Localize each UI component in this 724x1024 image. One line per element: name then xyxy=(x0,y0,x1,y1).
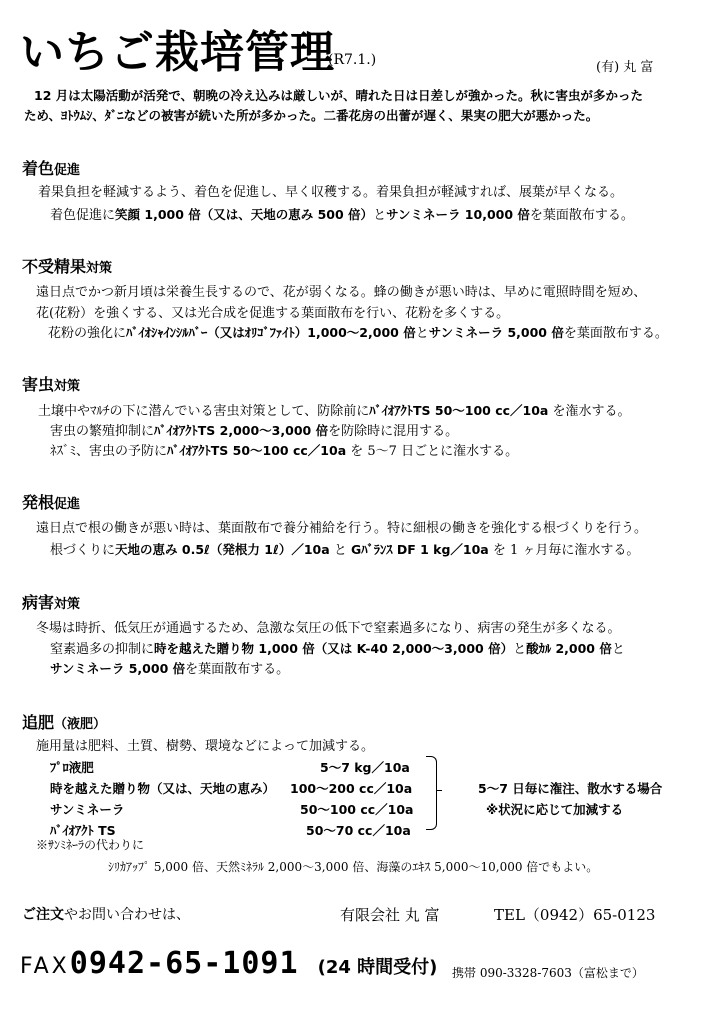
disease-text-1: 冬場は時折、低気圧が通過するため、急激な気圧の低下で窒素過多になり、病害の発生が多くなる。 xyxy=(36,621,621,636)
unfertilized-text-2: 花(花粉）を強くする、又は光合成を促進する葉面散布を行い、花粉を多くする。 xyxy=(36,306,510,321)
fertilizer-amount-1: 5～7 kg／10a xyxy=(320,760,410,775)
rooting-text-2: 根づくりに天地の恵み 0.5ℓ（発根力 1ℓ）／10a と Gﾊﾞﾗﾝｽ DF 1 kg／10a を 1 ヶ月毎に潅水する。 xyxy=(50,542,640,558)
bracket-tip xyxy=(436,790,442,791)
pests-text-2: 害虫の繁殖抑制にﾊﾞｲｵｱｸﾄTS 2,000～3,000 倍を防除時に混用する。 xyxy=(50,423,459,439)
pests-text-1: 土壌中やﾏﾙﾁの下に潜んでいる害虫対策として、防除前にﾊﾞｲｵｱｸﾄTS 50～100 cc／10a を潅水する。 xyxy=(38,403,631,419)
section-heading-rooting: 発根促進 xyxy=(22,493,81,512)
rooting-text-1: 遠日点で根の働きが悪い時は、葉面散布で養分補給を行う。特に細根の働きを強化する根づくりを行う。 xyxy=(36,521,648,536)
alternative-note-1: ※ｻﾝﾐﾈｰﾗの代わりに xyxy=(36,838,145,852)
intro-line-1: 12 月は太陽活動が活発で、朝晩の冷え込みは厳しいが、晴れた日は日差しが強かった。秋に害虫が多かった xyxy=(34,88,643,103)
coloring-text-2: 着色促進に笑顔 1,000 倍（又は、天地の恵み 500 倍）とサンミネーラ 10,000 倍を葉面散布する。 xyxy=(50,207,634,223)
fertilizer-name-3: サンミネーラ xyxy=(50,802,125,817)
intro-line-2: ため、ﾖﾄｳﾑｼ、ﾀﾞﾆなどの被害が続いた所が多かった。二番花房の出蕾が遅く、果実の肥大が悪かった。 xyxy=(24,108,599,123)
intro-text xyxy=(24,86,704,126)
application-note-2: ※状況に応じて加減する xyxy=(486,802,624,817)
alternative-note-2: ｼﾘｶｱｯﾌﾟ 5,000 倍、天然ﾐﾈﾗﾙ 2,000～3,000 倍、海藻のｴｷｽ 5,000～10,000 倍でもよい。 xyxy=(108,860,599,874)
page-title: いちご栽培管理 xyxy=(20,27,335,78)
fax-note: (24 時間受付) xyxy=(317,957,438,978)
section-heading-pests: 害虫対策 xyxy=(22,375,81,394)
pests-text-3: ﾈｽﾞﾐ、害虫の予防にﾊﾞｲｵｱｸﾄTS 50～100 cc／10a を 5～7 日ごとに潅水する。 xyxy=(50,443,519,459)
section-heading-topdressing: 追肥（液肥） xyxy=(22,713,107,732)
fertilizer-name-2: 時を越えた贈り物（又は、天地の恵み） xyxy=(50,781,276,796)
fertilizer-amount-2: 100～200 cc／10a xyxy=(290,781,413,796)
fax-number: 0942-65-1091 xyxy=(69,946,299,981)
application-note-1: 5～7 日毎に潅注、散水する場合 xyxy=(478,781,663,796)
company-name: (有) 丸 富 xyxy=(596,60,654,75)
telephone-number: TEL（0942）65-0123 xyxy=(494,906,656,924)
fax-line xyxy=(20,946,437,981)
mobile-number: 携帯 090-3328-7603（富松まで） xyxy=(452,966,644,980)
unfertilized-text-1: 遠日点でかつ新月頃は栄養生長するので、花が弱くなる。蜂の働きが悪い時は、早めに電照時間を短め、 xyxy=(36,285,647,300)
fertilizer-name-4: ﾊﾞｲｵｱｸﾄ TS xyxy=(50,823,116,838)
issue-date: (R7.1.) xyxy=(328,52,377,68)
fertilizer-amount-4: 50～70 cc／10a xyxy=(306,823,411,838)
section-heading-disease: 病害対策 xyxy=(22,593,81,612)
fertilizer-amount-3: 50～100 cc／10a xyxy=(300,802,414,817)
disease-text-2: 窒素過多の抑制に時を越えた贈り物 1,000 倍（又は K-40 2,000～3,000 倍）と酸ｶﾙ 2,000 倍と xyxy=(50,641,625,657)
disease-text-3: サンミネーラ 5,000 倍を葉面散布する。 xyxy=(50,661,290,677)
fertilizer-name-1: ﾌﾟﾛ液肥 xyxy=(50,760,94,775)
footer-company-name: 有限会社 丸 富 xyxy=(340,906,440,924)
bracket-divider xyxy=(426,756,437,830)
section-heading-unfertilized: 不受精果対策 xyxy=(22,257,113,276)
unfertilized-text-3: 花粉の強化にﾊﾞｲｵｼｬｲﾝｼﾙﾊﾞｰ（又はｵﾘｺﾞﾌｧｲﾄ）1,000～2,000 倍とサンミネーラ 5,000 倍を葉面散布する。 xyxy=(48,325,668,341)
coloring-text-1: 着果負担を軽減するよう、着色を促進し、早く収穫する。着果負担が軽減すれば、展葉が早くなる。 xyxy=(38,185,624,200)
section-heading-coloring: 着色促進 xyxy=(22,159,81,178)
topdressing-text: 施用量は肥料、土質、樹勢、環境などによって加減する。 xyxy=(36,739,375,754)
fax-label: FAX xyxy=(20,954,70,979)
order-inquiry-text: ご注文やお問い合わせは、 xyxy=(22,907,190,923)
